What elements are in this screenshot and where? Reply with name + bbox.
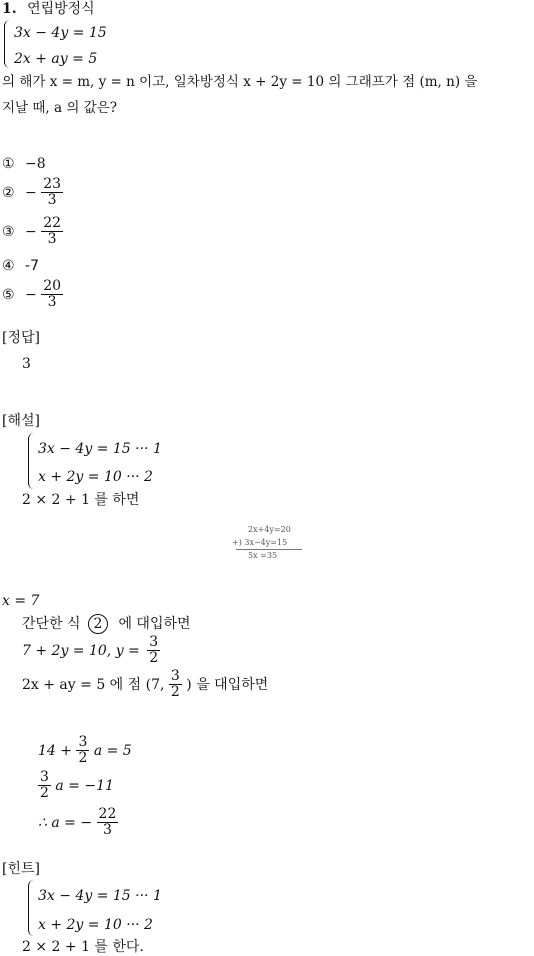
choice-3-denominator: 3 (47, 231, 57, 248)
choice-2-denominator: 3 (47, 192, 57, 209)
solution-eq-c (38, 807, 118, 839)
solution-eq-b-post: a = −11 (55, 777, 114, 794)
solution-eq-c-numerator: 22 (98, 806, 117, 822)
choice-5-denominator: 3 (47, 294, 57, 311)
solution-result-x: x = 7 (2, 593, 40, 609)
answer-value: 3 (22, 356, 31, 372)
question-number: 1. (2, 1, 17, 17)
choice-5-mark: ⑤ (2, 286, 15, 303)
solution-eq-a-pre: 14 + (38, 742, 72, 759)
solution-step-2-pre: 간단한 식 (22, 616, 81, 632)
solution-step-4-post: ) 을 대입하면 (186, 676, 269, 693)
choice-3-mark: ③ (2, 223, 15, 240)
solution-eq-a-denominator: 2 (78, 750, 88, 767)
choice-1[interactable] (2, 157, 46, 171)
question-equation-1: 3x − 4y = 15 (14, 25, 107, 41)
choice-3[interactable] (2, 216, 63, 248)
solution-step-1: 2 × 2 + 1 를 하면 (22, 492, 140, 508)
hint-label: [힌트] (2, 861, 40, 877)
solution-step-3 (22, 635, 160, 667)
question-text-line-2: 지날 때, a 의 값은? (2, 100, 117, 116)
calc-line-1: 2x+4y=20 (248, 525, 291, 534)
choice-2-sign: − (25, 184, 37, 201)
solution-eq-c-pre: ∴ a = − (38, 814, 93, 831)
calc-line-2: +) 3x−4y=15 (232, 538, 288, 547)
choice-5-sign: − (25, 286, 37, 303)
solution-eq-b-numerator: 3 (40, 769, 49, 785)
solution-step-4 (22, 669, 268, 701)
choice-2-numerator: 23 (43, 176, 62, 192)
choice-5[interactable] (2, 279, 63, 311)
choice-4-mark: ④ (2, 258, 15, 274)
hint-equation-2: x + 2y = 10 ··· 2 (38, 917, 153, 933)
solution-eq-c-denominator: 3 (102, 822, 112, 839)
choice-3-sign: − (25, 223, 37, 240)
calc-line-3: 5x =35 (248, 551, 278, 560)
solution-step-2 (22, 614, 191, 634)
solution-eq-a-numerator: 3 (78, 734, 88, 750)
choice-3-numerator: 22 (43, 215, 62, 231)
solution-eq-a-post: a = 5 (93, 742, 132, 759)
answer-label: [정답] (2, 330, 40, 346)
solution-eq-b-denominator: 2 (40, 785, 49, 802)
solution-step-3-pre: 7 + 2y = 10, y = (22, 642, 140, 659)
question-header (2, 2, 95, 16)
choice-2[interactable] (2, 177, 63, 209)
solution-step-4-pre: 2x + ay = 5 에 점 (7, (22, 676, 165, 693)
hint-equation-1: 3x − 4y = 15 ··· 1 (38, 888, 162, 904)
choice-5-numerator: 20 (43, 278, 62, 294)
solution-step-4-numerator: 3 (170, 668, 180, 684)
choice-4[interactable] (2, 259, 39, 273)
question-title: 연립방정식 (27, 1, 95, 17)
choice-2-mark: ② (2, 184, 15, 201)
solution-step-4-denominator: 2 (170, 684, 180, 701)
calc-divider (236, 549, 302, 550)
solution-step-3-numerator: 3 (149, 634, 159, 650)
solution-eq-a (38, 735, 132, 767)
solution-step-2-post: 에 대입하면 (118, 616, 191, 632)
hint-step: 2 × 2 + 1 를 한다. (22, 939, 144, 955)
choice-4-text: -7 (25, 258, 39, 274)
solution-step-3-denominator: 2 (149, 650, 159, 667)
solution-equation-2: x + 2y = 10 ··· 2 (38, 469, 153, 485)
solution-label: [해설] (2, 413, 40, 429)
question-text-line-1: 의 해가 x = m, y = n 이고, 일차방정식 x + 2y = 10 의 그래프가 점 (m, n) 을 (2, 74, 478, 90)
choice-1-text: −8 (25, 156, 46, 172)
solution-equation-1: 3x − 4y = 15 ··· 1 (38, 441, 162, 457)
choice-1-mark: ① (2, 156, 15, 172)
circled-number: 2 (88, 614, 108, 634)
solution-eq-b (38, 770, 114, 802)
question-equation-2: 2x + ay = 5 (14, 51, 98, 67)
